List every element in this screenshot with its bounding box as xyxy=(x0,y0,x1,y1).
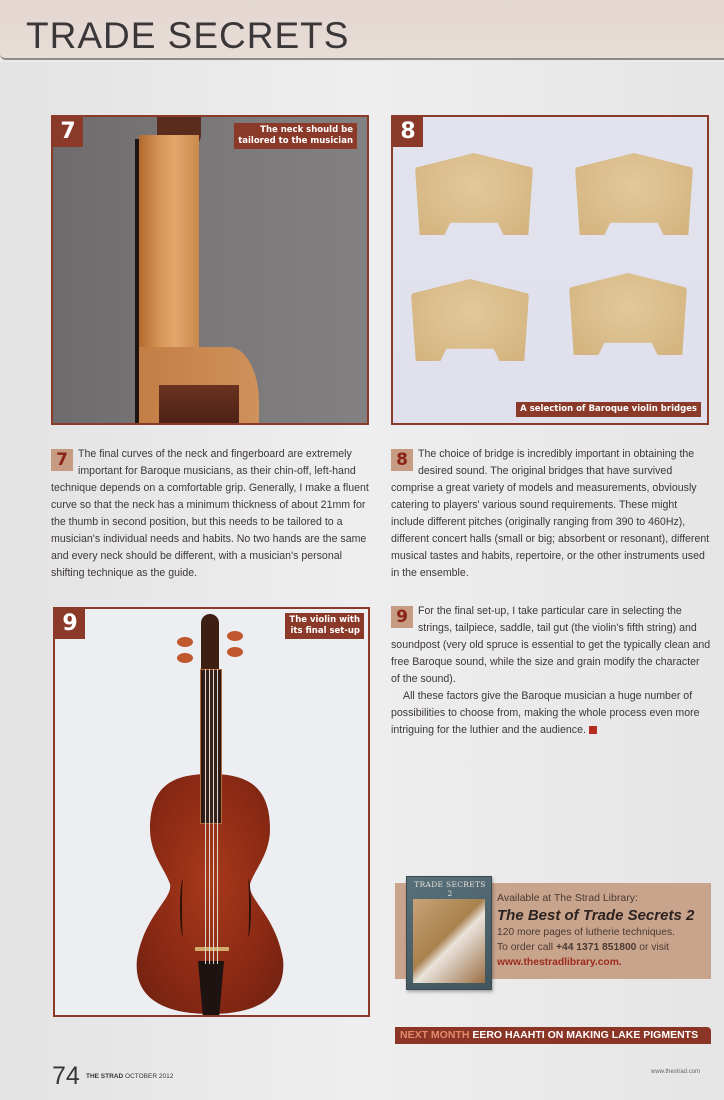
promo-text xyxy=(497,891,709,970)
f-hole xyxy=(180,879,186,937)
section-number: 9 xyxy=(391,606,413,628)
page-header xyxy=(0,0,724,60)
peg xyxy=(227,631,243,641)
string xyxy=(217,669,218,964)
fingerboard-edge xyxy=(135,139,139,425)
section-8-text xyxy=(391,446,711,582)
caption-line: its final set-up xyxy=(290,626,360,636)
page-number: 74 xyxy=(52,1062,80,1090)
phone-number[interactable]: +44 1371 851800 xyxy=(555,942,637,953)
paragraph: All these factors give the Baroque musician a huge number of possibilities to choose from, making the whole process even more intriguing for the luthier and the audience. xyxy=(391,690,700,736)
photo-neck xyxy=(51,115,369,425)
paragraph: The choice of bridge is incredibly important in obtaining the desired sound. The original bridges that have survived comprise a great variety of models and measurements, obviously catering to players' various sound requirements. These might include different pitches (originally ranging from 390 to 460Hz), different concert halls (small or big; absorbent or resonant), different musical tastes and habits, repertoire, or the other instruments used in the ensemble. xyxy=(391,448,710,579)
next-month-label: NEXT MONTH xyxy=(400,1029,470,1041)
paragraph-block xyxy=(391,688,711,739)
peg xyxy=(177,637,193,647)
photo-caption: A selection of Baroque violin bridges xyxy=(516,402,701,417)
end-mark-icon xyxy=(589,726,597,734)
promo-title: The Best of Trade Secrets 2 xyxy=(497,907,695,924)
next-month-banner xyxy=(395,1027,711,1044)
photo-violin xyxy=(53,607,370,1017)
bridge-image xyxy=(575,153,693,235)
bridge-image xyxy=(569,273,687,355)
paragraph: The final curves of the neck and fingerboard are extremely important for Baroque musicians, as their chin-off, left-hand technique depends on a comfortable grip. Generally, I make a fluent curve so that the neck has a minimum thickness of about 21mm for the thumb in second position, but this needs to be tailored to a musician's individual needs and habits. No two hands are the same and every neck should be different, with a musician's personal shifting technique as the guide. xyxy=(51,448,369,579)
promo-link[interactable]: www.thestradlibrary.com. xyxy=(497,957,622,968)
section-number: 7 xyxy=(51,449,73,471)
violin-bridge xyxy=(195,947,229,951)
promo-order-line xyxy=(497,940,709,955)
photo-caption xyxy=(285,613,364,639)
photo-number: 8 xyxy=(393,117,423,147)
string xyxy=(213,669,214,964)
violin-scroll xyxy=(201,614,219,672)
caption-line: The neck should be xyxy=(260,125,353,135)
book-cover xyxy=(406,876,492,990)
footer-url[interactable]: www.thestrad.com xyxy=(651,1069,701,1075)
photo-number: 9 xyxy=(55,609,85,639)
bridge-image xyxy=(411,279,529,361)
photo-bridges xyxy=(391,115,709,425)
next-month-topic: EERO HAAHTI ON MAKING LAKE PIGMENTS xyxy=(472,1029,699,1041)
peg xyxy=(177,653,193,663)
violin-body-edge xyxy=(159,385,239,425)
magazine-name: THE STRAD xyxy=(86,1073,124,1080)
f-hole xyxy=(245,879,251,937)
promo-available: Available at The Strad Library: xyxy=(497,892,638,904)
caption-line: tailored to the musician xyxy=(238,136,353,146)
book-cover-image xyxy=(413,899,485,983)
section-number: 8 xyxy=(391,449,413,471)
order-prefix: To order call xyxy=(497,942,556,953)
footer-magazine xyxy=(86,1073,173,1080)
issue-date: OCTOBER 2012 xyxy=(125,1073,174,1080)
photo-caption xyxy=(234,123,357,149)
violin-fingerboard xyxy=(200,669,222,824)
promo-description: 120 more pages of lutherie techniques. xyxy=(497,927,676,938)
book-cover-title: TRADE SECRETS 2 xyxy=(414,880,486,898)
section-9-text xyxy=(391,603,711,739)
photo-number: 7 xyxy=(53,117,83,147)
bridge-image xyxy=(415,153,533,235)
paragraph: For the final set-up, I take particular care in selecting the strings, tailpiece, saddle, tail gut (the violin's fifth string) and soundpost (very old spruce is essential to get the typically clean and free Baroque sound, while the size and grain modify the character of the sound). xyxy=(391,605,711,685)
caption-line: The violin with xyxy=(289,615,360,625)
peg xyxy=(227,647,243,657)
string xyxy=(205,669,206,964)
paragraph-block xyxy=(391,603,711,688)
string xyxy=(209,669,210,964)
section-title: TRADE SECRETS xyxy=(26,15,350,56)
section-7-text xyxy=(51,446,369,582)
order-suffix: or visit xyxy=(636,942,670,953)
